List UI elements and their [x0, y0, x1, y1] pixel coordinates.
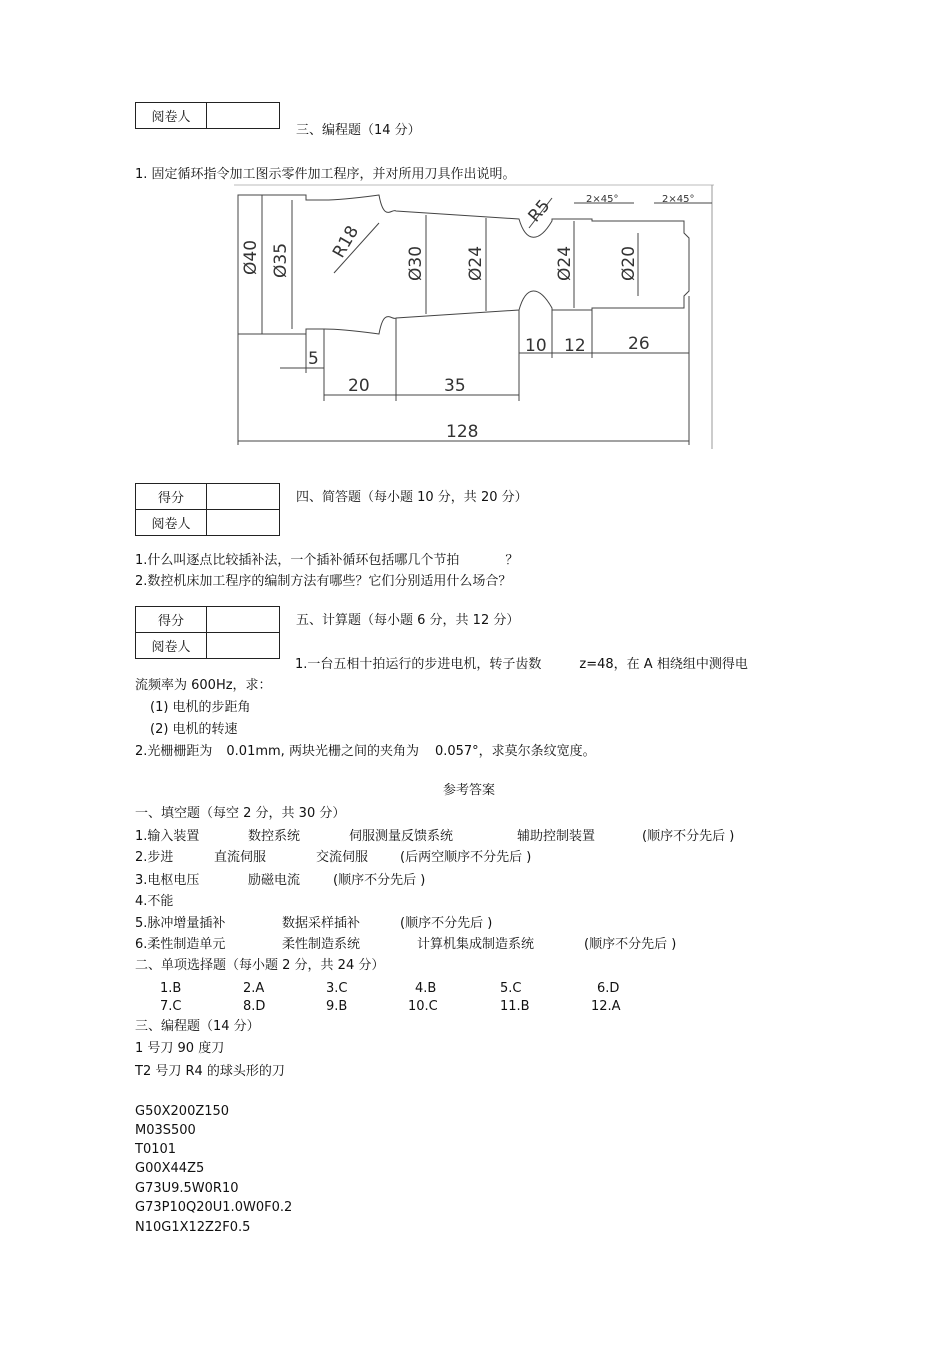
answers-s3-heading: 三、编程题（14 分）: [135, 1019, 260, 1034]
answer-cell: (后两空顺序不分先后 ): [400, 850, 532, 865]
score-table-sec4: [135, 483, 280, 536]
section-4-heading: 四、简答题（每小题 10 分，共 20 分）: [296, 490, 528, 505]
dim-d20: Ø20: [619, 245, 639, 281]
answer-cell: (顺序不分先后 ): [642, 829, 735, 844]
choice-answer: 2.A: [243, 981, 265, 996]
code-line: G00X44Z5: [135, 1161, 205, 1176]
answers-s2-heading: 二、单项选择题（每小题 2 分，共 24 分）: [135, 958, 385, 973]
dim-d24b: Ø24: [555, 245, 575, 281]
choice-answer: 9.B: [326, 999, 348, 1014]
answer-cell: 3.电枢电压: [135, 873, 200, 888]
reviewer-label: 阅卷人: [136, 103, 207, 129]
answer-cell: 伺服测量反馈系统: [349, 829, 454, 844]
dim-l12: 12: [564, 336, 586, 356]
question-5-1-text-a: 1.一台五相十拍运行的步进电机，转子齿数: [295, 657, 542, 672]
reviewer-label: 阅卷人: [136, 633, 207, 659]
question-5-1-cont: 流频率为 600Hz，求：: [135, 678, 272, 693]
dim-l35: 35: [444, 376, 466, 396]
reviewer-label: 阅卷人: [136, 510, 207, 536]
answer-cell: 5.脉冲增量插补: [135, 916, 226, 931]
answer-cell: 6.柔性制造单元: [135, 937, 226, 952]
code-line: M03S500: [135, 1123, 196, 1138]
answer-cell: 柔性制造系统: [282, 937, 361, 952]
part-drawing: [234, 183, 714, 451]
answer-cell: 直流伺服: [214, 850, 267, 865]
dim-d40: Ø40: [241, 239, 261, 275]
question-5-2-text-c: 0.057°，求莫尔条纹宽度。: [434, 744, 596, 759]
choice-answer: 5.C: [500, 981, 522, 996]
question-5-2-text-b: 0.01mm, 两块光栅之间的夹角为: [226, 744, 419, 759]
question-5-1-part1: (1) 电机的步距角: [150, 700, 251, 715]
section-5-heading: 五、计算题（每小题 6 分，共 12 分）: [296, 613, 520, 628]
tool-1: 1 号刀 90 度刀: [135, 1041, 225, 1056]
question-5-1: [295, 657, 748, 673]
tool-2: T2 号刀 R4 的球头形的刀: [135, 1064, 285, 1079]
answer-cell: (顺序不分先后 ): [333, 873, 426, 888]
choice-answer: 12.A: [591, 999, 621, 1014]
dim-l20: 20: [348, 376, 370, 396]
score-blank: [207, 607, 280, 633]
answer-cell: 1.输入装置: [135, 829, 200, 844]
answer-cell: 2.步进: [135, 850, 174, 865]
choice-answer: 1.B: [160, 981, 182, 996]
answer-cell: 辅助控制装置: [517, 829, 596, 844]
choice-answer: 7.C: [160, 999, 182, 1014]
choice-answer: 11.B: [500, 999, 530, 1014]
question-4-1-text: 1.什么叫逐点比较插补法，一个插补循环包括哪几个节拍: [135, 553, 460, 568]
score-label: 得分: [136, 484, 207, 510]
question-5-2: [135, 744, 596, 760]
answer-row-4: 4.不能: [135, 894, 174, 909]
question-3-1: 1. 固定循环指令加工图示零件加工程序，并对所用刀具作出说明。: [135, 167, 516, 182]
score-label: 得分: [136, 607, 207, 633]
answers-s1-heading: 一、填空题（每空 2 分，共 30 分）: [135, 806, 346, 821]
answers-title: 参考答案: [443, 783, 496, 798]
dim-d24a: Ø24: [466, 245, 486, 281]
answer-cell: 交流伺服: [316, 850, 369, 865]
code-line: N10G1X12Z2F0.5: [135, 1220, 251, 1235]
question-5-1-text-b: z=48，在 A 相绕组中测得电: [579, 657, 748, 672]
code-line: T0101: [135, 1142, 177, 1157]
reviewer-blank: [207, 510, 280, 536]
score-blank: [207, 484, 280, 510]
code-line: G73P10Q20U1.0W0F0.2: [135, 1200, 293, 1215]
choice-answer: 4.B: [415, 981, 437, 996]
code-line: G50X200Z150: [135, 1104, 230, 1119]
section-3-heading: 三、编程题（14 分）: [296, 123, 421, 138]
answer-cell: 励磁电流: [248, 873, 301, 888]
choice-answer: 10.C: [408, 999, 438, 1014]
score-table-sec5: [135, 606, 280, 659]
dim-l5: 5: [308, 349, 319, 369]
dim-d30: Ø30: [406, 245, 426, 281]
choice-answer: 6.D: [597, 981, 620, 996]
code-line: G73U9.5W0R10: [135, 1181, 239, 1196]
reviewer-blank: [207, 103, 280, 129]
answer-cell: 数控系统: [248, 829, 301, 844]
reviewer-blank: [207, 633, 280, 659]
question-5-1-part2: (2) 电机的转速: [150, 722, 238, 737]
chamfer-2: 2×45°: [662, 194, 695, 205]
dim-l128: 128: [446, 422, 479, 442]
answer-cell: 计算机集成制造系统: [417, 937, 535, 952]
choice-answer: 3.C: [326, 981, 348, 996]
answer-cell: 数据采样插补: [282, 916, 361, 931]
chamfer-1: 2×45°: [586, 194, 619, 205]
reviewer-table-sec3: [135, 102, 280, 129]
dim-r18: R18: [329, 222, 364, 262]
dim-l10: 10: [525, 336, 547, 356]
dim-l26: 26: [628, 334, 650, 354]
answer-cell: (顺序不分先后 ): [584, 937, 677, 952]
choice-answer: 8.D: [243, 999, 266, 1014]
question-4-1-mark: ？: [505, 553, 519, 568]
dim-d35: Ø35: [271, 242, 291, 278]
question-4-2: 2.数控机床加工程序的编制方法有哪些？它们分别适用什么场合？: [135, 574, 512, 589]
answer-cell: (顺序不分先后 ): [400, 916, 493, 931]
question-4-1: [135, 553, 518, 569]
question-5-2-text-a: 2.光栅栅距为: [135, 744, 213, 759]
dim-r5: R5: [524, 196, 555, 227]
